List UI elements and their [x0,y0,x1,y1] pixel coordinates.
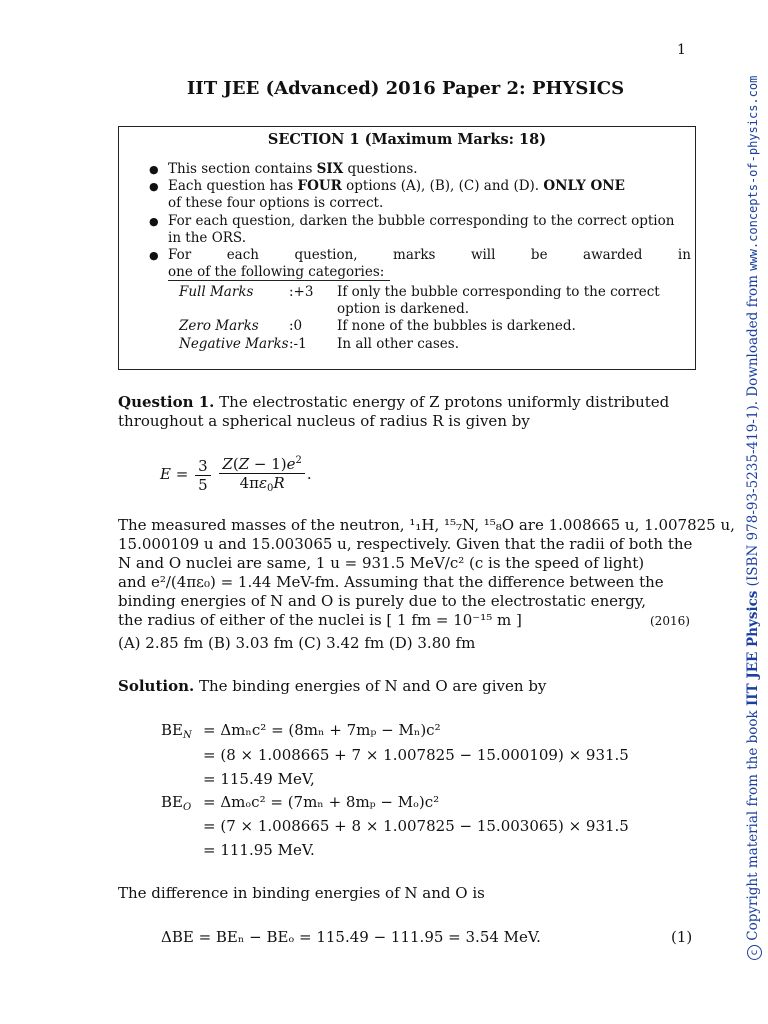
marks-desc-negative: In all other cases. [337,336,460,352]
marks-label-negative: Negative Marks [179,336,289,352]
bullet-2-bold: FOUR [297,178,342,194]
copyright-icon: c [747,945,762,960]
bullet-1-text: This section contains [168,161,317,177]
copyright-sidebar [745,76,762,960]
copyright-text-2: (ISBN 978-93-5235-419-1). Downloaded from [745,270,761,591]
section-heading: SECTION 1 (Maximum Marks: 18) [267,131,547,148]
bullet-4-cont: one of the following categories: [168,264,385,280]
bullet-1-tail: questions. [343,161,418,177]
bullet-4-word: in [677,247,691,263]
marks-label-zero: Zero Marks [179,318,259,334]
bullet-4-word: will [470,247,496,263]
book-title: IIT JEE Physics [745,590,761,707]
bullet-3-cont: in the ORS. [168,230,246,246]
site-link[interactable]: www.concepts-of-physics.com [746,75,760,271]
question-body-line: 15.000109 u and 15.003065 u, respectively. Given that the radii of both the [118,535,693,553]
solution-label: Solution. [118,677,195,695]
copyright-text: Copyright material from the book [745,706,761,945]
marks-points-zero: :0 [289,318,303,334]
question-text-line [118,393,693,412]
be-o-label: $BE_O$ [161,793,192,813]
question-year: (2016) [650,614,690,628]
be-o-eq-3: = 111.95 MeV. [203,841,315,859]
bullet-2-cont: of these four options is correct. [168,195,384,211]
question-body-line: the radius of either of the nuclei is [ 1 fm = 10⁻¹⁵ m ] [118,611,522,629]
difference-text: The difference in binding energies of N and O is [118,884,485,902]
energy-formula: E = $\frac{3}{5}$ $\frac{Z(Z - 1)e^2}{4\pi\varepsilon_0R}$ . [160,452,312,498]
section-instructions-box [118,126,696,370]
be-n-eq-3: = 115.49 MeV, [203,770,315,788]
bullet-icon: ● [149,249,159,262]
bullet-2-text: Each question has [168,178,298,194]
marks-points-negative: :-1 [289,336,307,352]
question-body-line: The measured masses of the neutron, ¹₁H, ¹⁵₇N, ¹⁵₈O are 1.008665 u, 1.007825 u, [118,516,735,534]
bullet-2 [168,178,625,195]
equation-number: (1) [671,928,693,946]
delta-be-equation: ΔBE = BEₙ − BEₒ = 115.49 − 111.95 = 3.54 MeV. [161,928,541,946]
be-n-eq-2: = (8 × 1.008665 + 7 × 1.007825 − 15.000109) × 931.5 [203,746,629,764]
bullet-icon: ● [149,215,159,228]
page-title: IIT JEE (Advanced) 2016 Paper 2: PHYSICS [186,78,625,99]
marks-points-full: :+3 [289,284,314,300]
question-text-line: throughout a spherical nucleus of radius R is given by [118,412,530,430]
bullet-4-word: awarded [583,247,643,263]
solution-intro-text: The binding energies of N and O are given by [194,677,547,695]
marks-desc-full: If only the bubble corresponding to the correct [337,284,660,300]
bullet-4-word: each [226,247,259,263]
be-o-eq-2: = (7 × 1.008665 + 8 × 1.007825 − 15.003065) × 931.5 [203,817,629,835]
be-n-eq-1: = Δmₙc² = (8mₙ + 7mₚ − Mₙ)c² [203,721,441,739]
bullet-1-bold: SIX [316,161,344,177]
answer-options: (A) 2.85 fm (B) 3.03 fm (C) 3.42 fm (D) 3.80 fm [118,634,476,652]
question-body-line: and e²/(4πε₀) = 1.44 MeV-fm. Assuming that the difference between the [118,573,664,591]
be-n-label: $BE_N$ [161,721,192,741]
question-body-line: binding energies of N and O is purely due to the electrostatic energy, [118,592,647,610]
bullet-icon: ● [149,163,159,176]
question-label: Question 1. [118,393,215,411]
bullet-4-word: marks [393,247,436,263]
question-body-line: N and O nuclei are same, 1 u = 931.5 MeV/c² (c is the speed of light) [118,554,645,572]
bullet-4-word: be [530,247,548,263]
question-text: The electrostatic energy of Z protons uniformly distributed [214,393,670,411]
page-number: 1 [677,42,686,58]
bullet-icon: ● [149,180,159,193]
bullet-1 [168,161,418,178]
bullet-2-mid: options (A), (B), (C) and (D). [341,178,544,194]
marks-desc-zero: If none of the bubbles is darkened. [337,318,576,334]
marks-table-rule [168,280,390,281]
bullet-4-word: For [168,247,192,263]
bullet-4 [168,247,691,264]
bullet-2-bold-2: ONLY ONE [543,178,625,194]
solution-intro [118,677,693,696]
bullet-3: For each question, darken the bubble corresponding to the correct option [168,213,675,229]
be-o-eq-1: = Δmₒc² = (7mₙ + 8mₚ − Mₒ)c² [203,793,440,811]
bullet-4-word: question, [294,247,358,263]
marks-desc-full-cont: option is darkened. [337,301,470,317]
marks-label-full: Full Marks [179,284,254,300]
